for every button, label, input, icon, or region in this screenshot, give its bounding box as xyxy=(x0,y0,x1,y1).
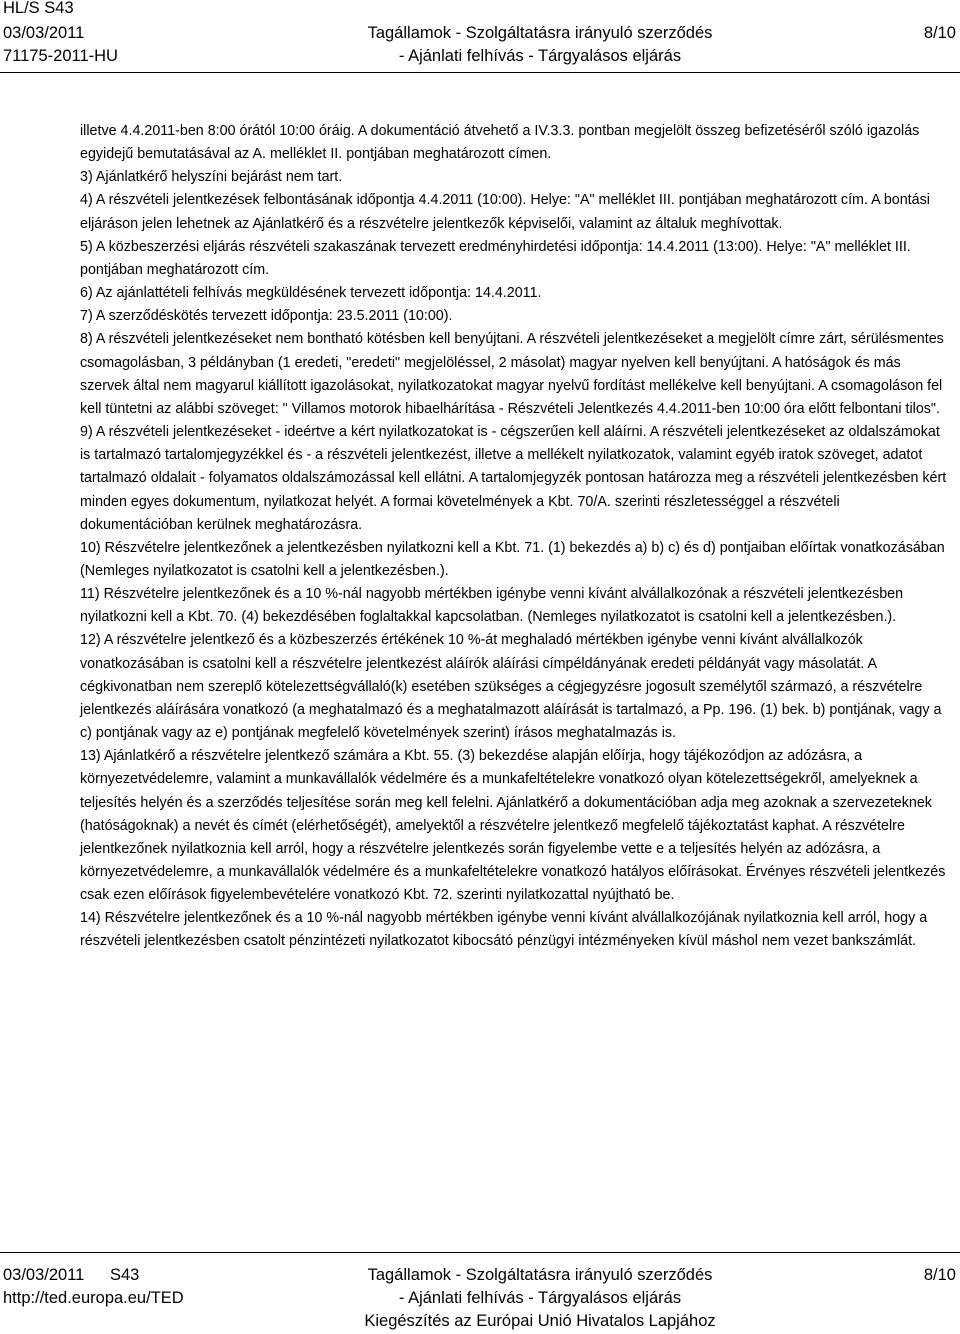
body-paragraph: 4) A részvételi jelentkezések felbontásának időpontja 4.4.2011 (10:00). Helye: "A" melléklet III. pontjában meghatározott cím. A bontási eljáráson jelen lehetnek az Ajánlatkérő és a részvételre jelentkezők képviselői, valamint az általuk meghívottak. xyxy=(80,192,930,232)
footer-journal: S43 xyxy=(110,1266,140,1284)
notice-id: 71175-2011-HU xyxy=(3,47,118,65)
footer-title-line3: Kiegészítés az Európai Unió Hivatalos Lapjához xyxy=(364,1312,716,1330)
body-paragraph: 5) A közbeszerzési eljárás részvételi szakaszának tervezett eredményhirdetési időpontja: 14.4.2011 (13:00). Helye: "A" melléklet III. pontjában meghatározott cím. xyxy=(80,238,911,278)
body-paragraph: 6) Az ajánlattételi felhívás megküldésének tervezett időpontja: 14.4.2011. xyxy=(80,285,542,302)
document-body xyxy=(80,120,950,954)
body-paragraph: 10) Részvételre jelentkezőnek a jelentkezésben nyilatkozni kell a Kbt. 71. (1) bekezdés a) b) c) és d) pontjaiban előírtak vonatkozásában (Nemleges nyilatkozatot is csatolni kell a jelentkezésben.). xyxy=(80,539,945,579)
body-paragraph: 13) Ajánlatkérő a részvételre jelentkező számára a Kbt. 55. (3) bekezdése alapján előírja, hogy tájékozódjon az adózásra, a környezetvédelemre, valamint a munkavállalók védelmére és a munkafeltételekre vonatkozó olyan kötelezettségekről, amelyeknek a teljesítés helyén és a szerződés teljesítése során meg kell felelni. Ajánlatkérő a dokumentációban adja meg azoknak a szervezeteknek (hatóságoknak) a nevét és címét (elérhetőségét), amelyektől a részvételre jelentkező megfelelő tájékoztatást kaphat. A részvételre jelentkezőnek nyilatkoznia kell arról, hogy a részvételre jelentkezés során figyelembe vette e a teljesítés helyén az adózásra, a környezetvédelemre, a munkavállalók védelmére és a munkafeltételekre vonatkozó hatályos előírásokat. Érvényes részvételi jelentkezés csak ezen előírások figyelembevételére vonatkozó Kbt. 72. szerinti nyilatkozattal nyújtható be. xyxy=(80,748,946,904)
body-paragraph: illetve 4.4.2011-ben 8:00 órától 10:00 óráig. A dokumentáció átvehető a IV.3.3. pontban megjelölt összeg befizetéséről szóló igazolás egyidejű bemutatásával az A. melléklet II. pontjában meghatározott címen. xyxy=(80,123,920,163)
journal-reference: HL/S S43 xyxy=(3,0,74,17)
body-paragraph: 9) A részvételi jelentkezéseket - ideértve a kért nyilatkozatokat is - cégszerűen kell aláírni. A részvételi jelentkezéseket az oldalszámokat is tartalmazó tartalomjegyzékkel és - a részvételi jelentkezést, illetve a mellékelt nyilatkozatok, valamint egyéb iratok szöveget, adatot tartalmazó oldalait - folyamatos oldalszámozással kell ellátni. A tartalomjegyzék pontosan határozza meg a részvételi jelentkezésben kért minden egyes dokumentum, nyilatkozat helyét. A formai követelmények a Kbt. 70/A. szerinti részletességgel a részvételi dokumentációban kerülnek meghatározásra. xyxy=(80,424,947,533)
header-date: 03/03/2011 xyxy=(3,24,85,42)
footer-page-number: 8/10 xyxy=(923,1266,956,1284)
body-paragraph: 12) A részvételre jelentkező és a közbeszerzés értékének 10 %-át meghaladó mértékben igénybe venni kívánt alvállalkozók vonatkozásában is csatolni kell a részvételre jelentkezést aláírók aláírási címpéldányának eredeti példányát vagy másolatát. A cégkivonatban nem szereplő kötelezettségvállaló(k) esetében szükséges a cégjegyzésre jogosult személytől származó, a részvételre jelentkezés aláírására vonatkozó (a meghatalmazó és a meghatalmazott aláírását is tartalmazó, a Pp. 196. (1) bek. b) pontjának, vagy a c) pontjának vagy az e) pontjának megfelelő követelmények szerint) írásos meghatalmazás is. xyxy=(80,632,942,742)
header-divider xyxy=(0,72,960,73)
footer-divider xyxy=(0,1252,960,1253)
footer-url[interactable]: http://ted.europa.eu/TED xyxy=(3,1289,184,1307)
body-paragraph: 7) A szerződéskötés tervezett időpontja: 23.5.2011 (10:00). xyxy=(80,308,453,325)
body-paragraph: 14) Részvételre jelentkezőnek és a 10 %-nál nagyobb mértékben igénybe venni kívánt alvállalkozójának nyilatkoznia kell arról, hogy a részvételi jelentkezésben csatolt pénzintézeti nyilatkozatot kibocsátó pénzügyi intézményeken kívül máshol nem vezet bankszámlát. xyxy=(80,910,928,950)
page-header xyxy=(0,0,960,80)
header-title-line2: - Ajánlati felhívás - Tárgyalásos eljárás xyxy=(398,47,682,65)
footer-title-line2: - Ajánlati felhívás - Tárgyalásos eljárás xyxy=(398,1289,682,1307)
body-paragraph: 11) Részvételre jelentkezőnek és a 10 %-nál nagyobb mértékben igénybe venni kívánt alvállalkozónak a részvételi jelentkezésben nyilatkozni kell a Kbt. 70. (4) bekezdésében foglaltakkal kapcsolatban. (Nemleges nyilatkozatot is csatolni kell a jelentkezésben.). xyxy=(80,586,904,626)
header-title-line1: Tagállamok - Szolgáltatásra irányuló szerződés xyxy=(367,24,713,42)
footer-date: 03/03/2011 xyxy=(3,1266,85,1284)
body-paragraph: 3) Ajánlatkérő helyszíni bejárást nem tart. xyxy=(80,169,343,186)
page-footer xyxy=(0,1246,960,1334)
header-page-number: 8/10 xyxy=(923,24,956,42)
footer-title-line1: Tagállamok - Szolgáltatásra irányuló szerződés xyxy=(367,1266,713,1284)
body-paragraph: 8) A részvételi jelentkezéseket nem bontható kötésben kell benyújtani. A részvételi jelentkezéseket a megjelölt címre zárt, sérülésmentes csomagolásban, 3 példányban (1 eredeti, "eredeti" megjelöléssel, 2 másolat) magyar nyelven kell benyújtani. A hatóságok és más szervek által nem magyarul kiállított igazolásokat, nyilatkozatokat magyar nyelvű fordítást mellékelve kell benyújtani. A csomagoláson fel kell tüntetni az alábbi szöveget: " Villamos motorok hibaelhárítása - Részvételi Jelentkezés 4.4.2011-ben 10:00 óra előtt felbontani tilos". xyxy=(80,331,944,417)
